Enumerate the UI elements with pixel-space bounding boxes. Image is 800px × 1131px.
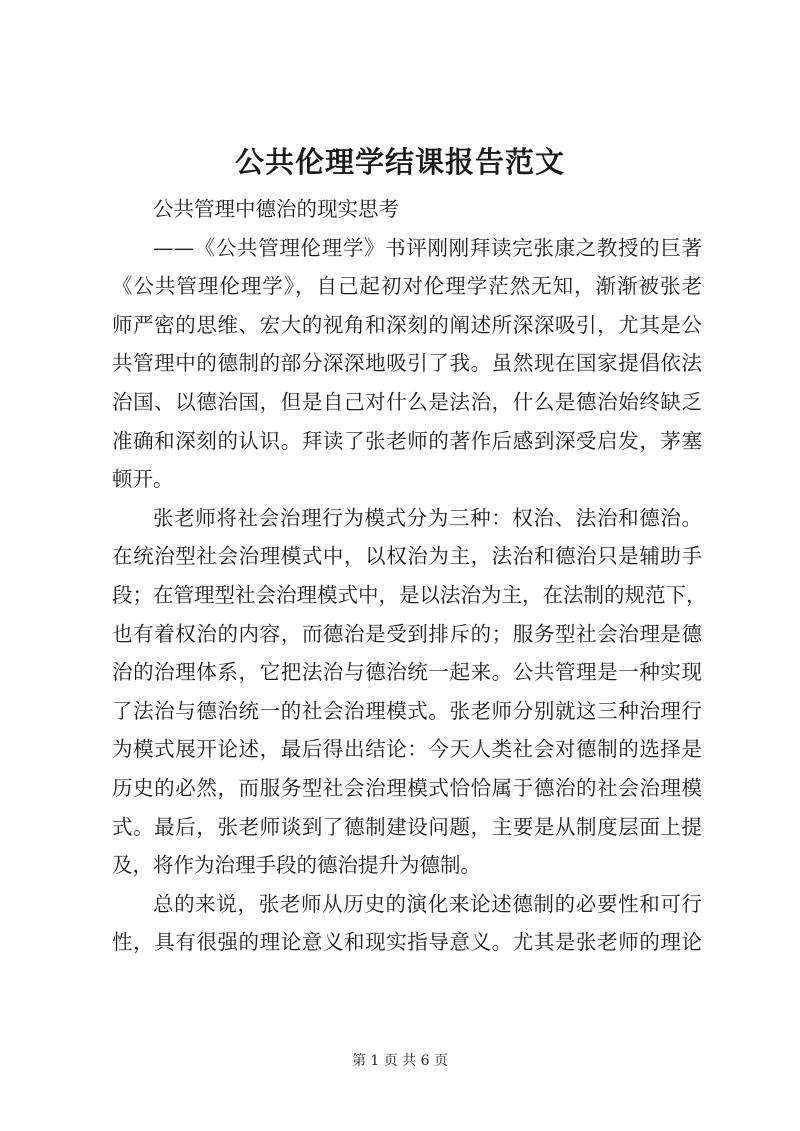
paragraph-line: 式。最后，张老师谈到了德制建设问题，主要是从制度层面上提 [112, 814, 702, 839]
paragraph-line: ——《公共管理伦理学》书评刚刚拜读完张康之教授的巨著 [153, 235, 702, 260]
paragraph-line: 《公共管理伦理学》，自己起初对伦理学茫然无知，渐渐被张老 [112, 274, 702, 299]
paragraph-line: 顿开。 [112, 467, 174, 492]
paragraph-line: 也有着权治的内容，而德治是受到排斥的；服务型社会治理是德 [112, 621, 702, 646]
paragraph-line: 张老师将社会治理行为模式分为三种：权治、法治和德治。 [153, 505, 702, 530]
paragraph-line: 准确和深刻的认识。拜读了张老师的著作后感到深受启发，茅塞 [112, 428, 702, 453]
document-body [112, 190, 707, 962]
paragraph-line: 为模式展开论述，最后得出结论：今天人类社会对德制的选择是 [112, 737, 702, 762]
paragraph-line: 总的来说，张老师从历史的演化来论述德制的必要性和可行 [153, 891, 702, 916]
document-title: 公共伦理学结课报告范文 [234, 145, 565, 179]
paragraph-line: 段；在管理型社会治理模式中，是以法治为主，在法制的规范下， [112, 582, 707, 607]
paragraph-line: 及，将作为治理手段的德治提升为德制。 [112, 853, 481, 878]
paragraph-line: 在统治型社会治理模式中，以权治为主，法治和德治只是辅助手 [112, 544, 702, 569]
paragraph-line: 了法治与德治统一的社会治理模式。张老师分别就这三种治理行 [112, 698, 702, 723]
paragraph-line: 治国、以德治国，但是自己对什么是法治，什么是德治始终缺乏 [112, 389, 702, 414]
paragraph-line: 性，具有很强的理论意义和现实指导意义。尤其是张老师的理论 [112, 930, 702, 955]
paragraph-line: 共管理中的德制的部分深深地吸引了我。虽然现在国家提倡依法 [112, 351, 702, 376]
paragraph-line: 治的治理体系，它把法治与德治统一起来。公共管理是一种实现 [112, 660, 702, 685]
subtitle-line: 公共管理中德治的现实思考 [153, 197, 399, 221]
paragraph-line: 历史的必然，而服务型社会治理模式恰恰属于德治的社会治理模 [112, 775, 702, 800]
paragraph-line: 师严密的思维、宏大的视角和深刻的阐述所深深吸引，尤其是公 [112, 312, 702, 337]
page-number-footer: 第 1 页 共 6 页 [351, 1053, 449, 1069]
